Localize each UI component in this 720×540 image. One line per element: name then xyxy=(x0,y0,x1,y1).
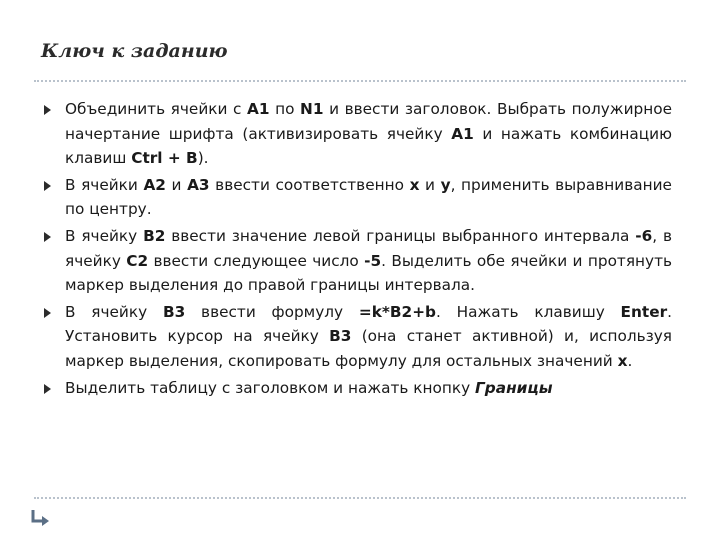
list-item xyxy=(44,173,672,222)
item-text: и xyxy=(165,175,188,194)
item-text: B2 xyxy=(143,226,166,245)
item-text: , в ячейку xyxy=(65,226,672,270)
item-text: по xyxy=(269,100,301,118)
page-title: Ключ к заданию xyxy=(41,40,228,62)
item-text: N1 xyxy=(300,100,324,118)
task-list xyxy=(44,97,672,400)
item-text: Ctrl + B xyxy=(131,149,198,168)
item-text: ввести следующее число xyxy=(148,251,365,270)
item-text: ввести формулу xyxy=(185,302,359,321)
item-text: . Выделить обе ячейки и протянуть маркер выделения до правой границы интервала. xyxy=(65,251,673,295)
item-text: Объединить ячейки с xyxy=(65,100,248,118)
item-text: A1 xyxy=(247,100,270,118)
item-text: Enter xyxy=(620,302,668,321)
item-text: и ввести заголовок. Выбрать полужирное начертание шрифта (активизировать ячейку xyxy=(65,100,672,143)
triangle-bullet-icon xyxy=(44,384,51,394)
triangle-bullet-icon xyxy=(44,308,51,318)
corner-arrow-icon xyxy=(29,508,51,526)
item-text: Выделить таблицу с заголовком и нажать кнопку xyxy=(65,378,476,397)
item-text: ). xyxy=(197,149,209,168)
item-text: A2 xyxy=(143,175,166,194)
item-text: y xyxy=(440,175,451,194)
item-text: Границы xyxy=(475,378,553,397)
triangle-bullet-icon xyxy=(44,232,51,242)
item-text: , применить выравнивание по центру. xyxy=(65,175,672,219)
item-text: ввести соответственно xyxy=(209,175,410,194)
item-text: . Установить курсор на ячейку xyxy=(65,302,672,346)
list-item xyxy=(44,376,672,401)
triangle-bullet-icon xyxy=(44,181,51,191)
item-text: x xyxy=(409,175,420,194)
item-text: C2 xyxy=(126,251,149,270)
item-text: A1 xyxy=(451,124,474,143)
item-text: A3 xyxy=(187,175,210,194)
divider-top xyxy=(34,80,686,82)
item-text: =k*B2+b xyxy=(358,302,436,321)
item-text: (она станет активной) и, используя маркер выделения, скопировать формулу для остальных значений xyxy=(65,327,672,370)
item-text: -6 xyxy=(635,226,653,245)
item-text: и нажать комбинацию клавиш xyxy=(65,124,672,168)
item-text: -5 xyxy=(364,251,382,270)
item-text: B3 xyxy=(162,302,186,321)
item-text: и xyxy=(419,175,441,194)
item-text: В ячейку xyxy=(65,302,163,321)
item-text: В ячейку xyxy=(65,226,144,245)
item-text: В ячейки xyxy=(65,175,144,194)
item-text: . xyxy=(627,351,633,370)
item-text: . Нажать клавишу xyxy=(435,302,621,321)
list-item xyxy=(44,224,672,298)
list-item xyxy=(44,300,672,374)
item-text: B3 xyxy=(329,327,352,346)
list-item xyxy=(44,97,672,171)
triangle-bullet-icon xyxy=(44,105,51,115)
item-text: x xyxy=(617,351,628,370)
item-text: ввести значение левой границы выбранного интервала xyxy=(165,226,636,245)
divider-bottom xyxy=(34,497,686,499)
